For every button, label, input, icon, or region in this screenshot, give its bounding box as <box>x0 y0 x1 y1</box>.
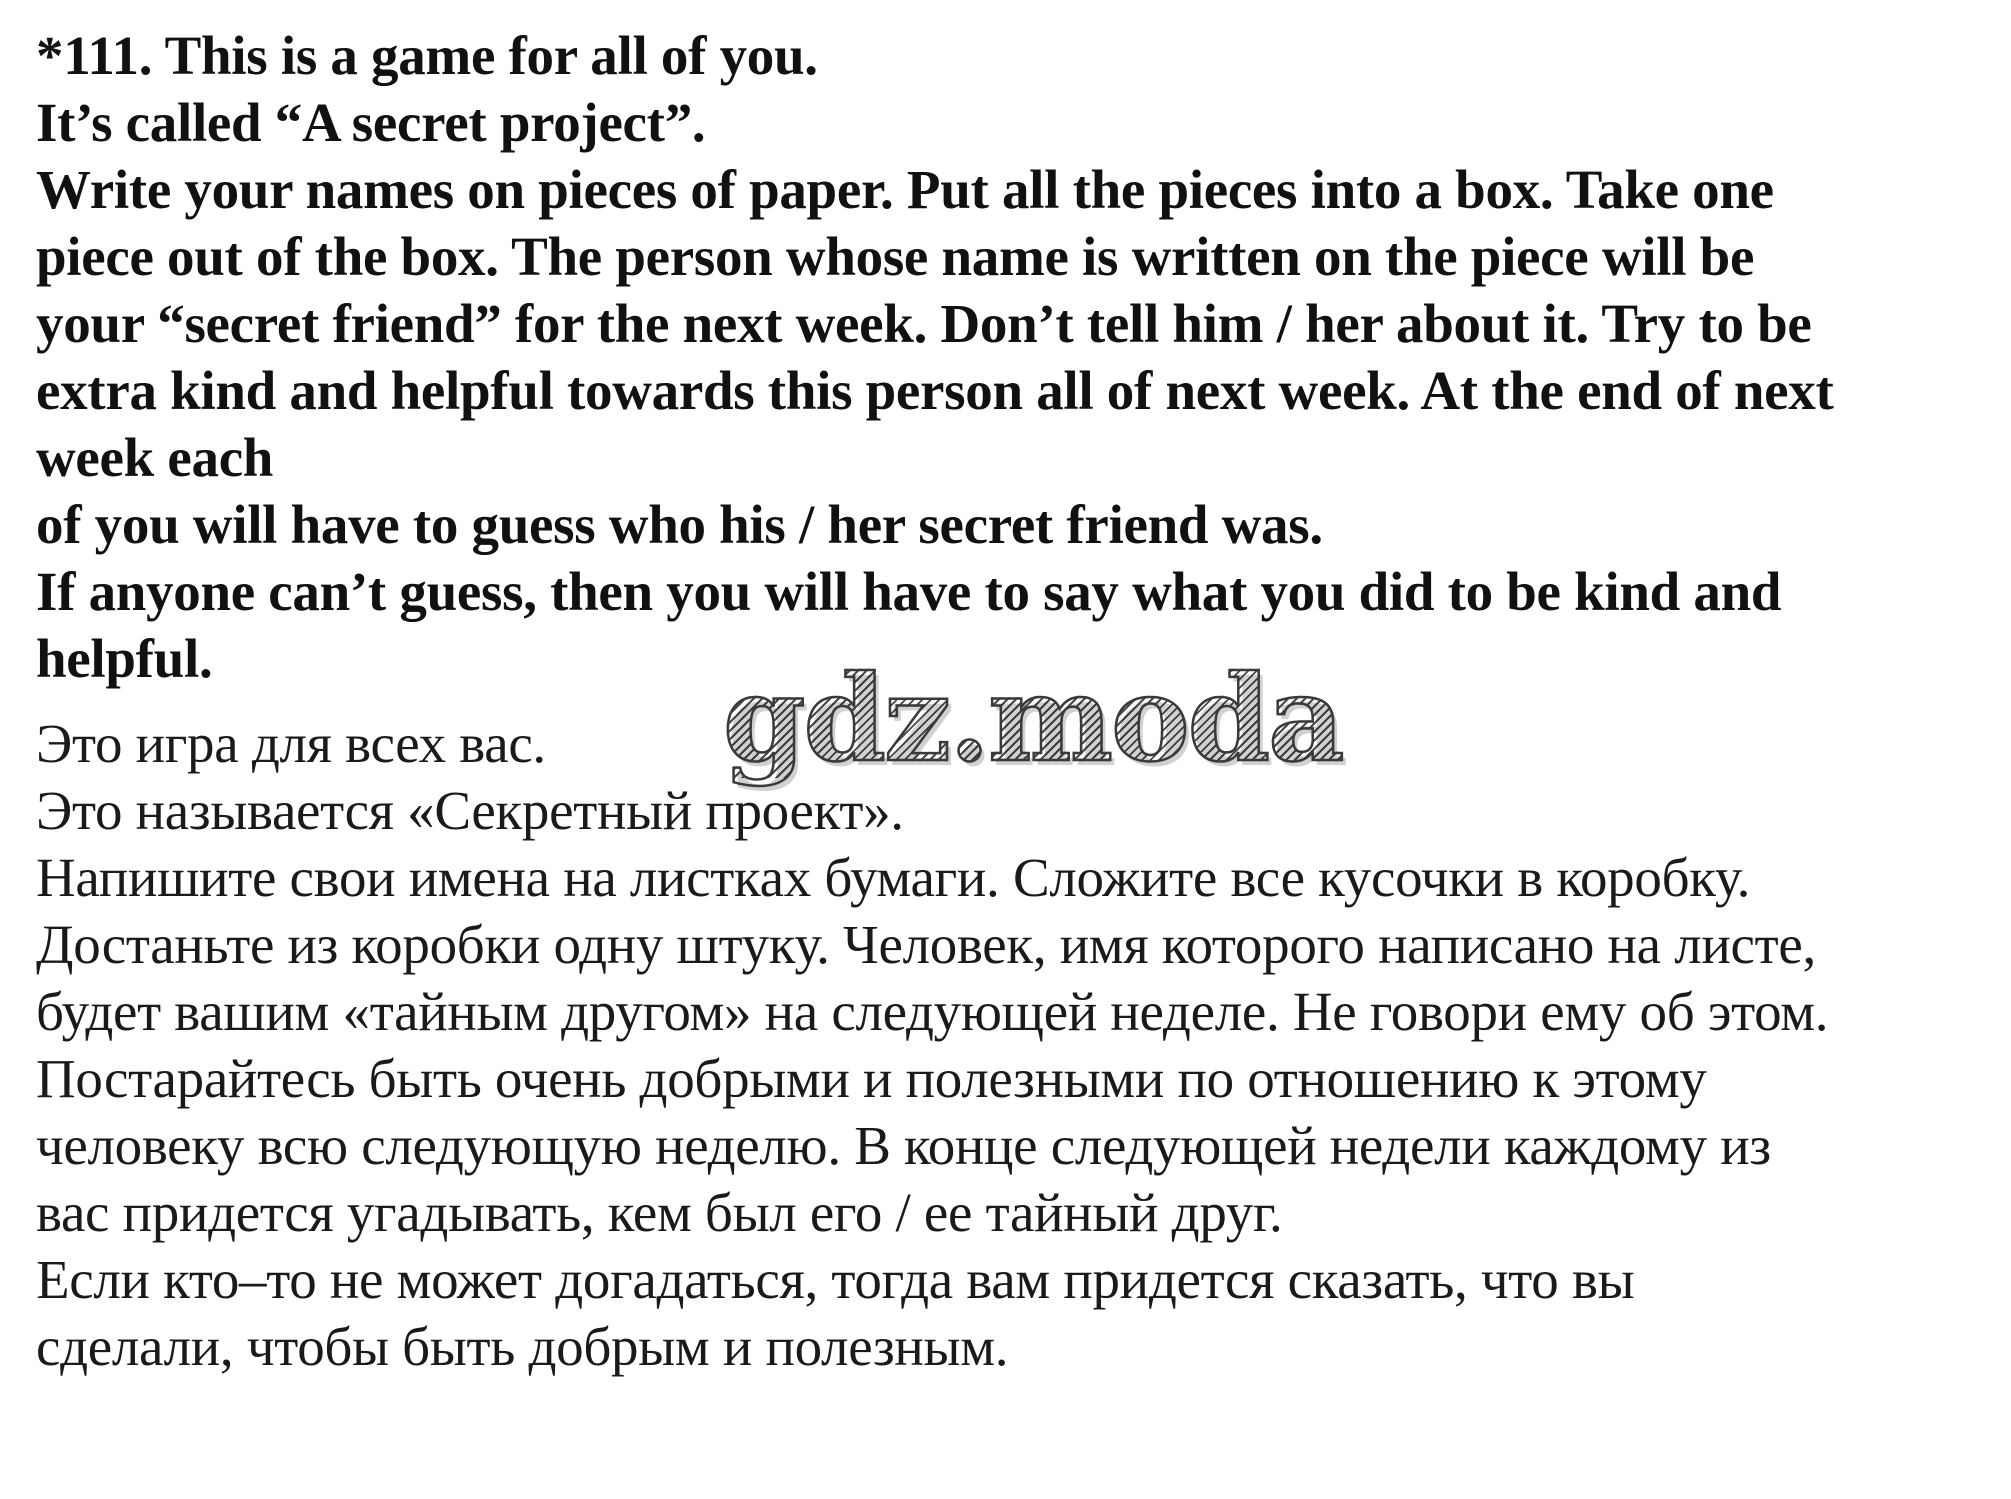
english-line: extra kind and helpful towards this person all of next week. At the end of next <box>36 360 1834 421</box>
russian-line: вас придется угадывать, кем был его / ее тайный друг. <box>36 1182 1283 1243</box>
english-exercise-text <box>36 22 1996 692</box>
english-line: It’s called “A secret project”. <box>36 92 706 153</box>
russian-line: Это игра для всех вас. <box>36 713 546 774</box>
russian-line: Это называется «Секретный проект». <box>36 780 904 841</box>
russian-line: сделали, чтобы быть добрым и полезным. <box>36 1316 1009 1377</box>
russian-line: Достаньте из коробки одну штуку. Человек, имя которого написано на листе, <box>36 914 1816 975</box>
russian-line: Напишите свои имена на листках бумаги. Сложите все кусочки в коробку. <box>36 847 1751 908</box>
english-line: piece out of the box. The person whose name is written on the piece will be <box>36 226 1755 287</box>
english-line: your “secret friend” for the next week. Don’t tell him / her about it. Try to be <box>36 293 1812 354</box>
english-line: Write your names on pieces of paper. Put all the pieces into a box. Take one <box>36 159 1774 220</box>
english-line: week each <box>36 427 274 488</box>
english-line: of you will have to guess who his / her secret friend was. <box>36 494 1323 555</box>
russian-line: человеку всю следующую неделю. В конце следующей недели каждому из <box>36 1115 1771 1176</box>
russian-line: Постарайтесь быть очень добрыми и полезными по отношению к этому <box>36 1048 1707 1109</box>
russian-line: Если кто–то не может догадаться, тогда вам придется сказать, что вы <box>36 1249 1635 1310</box>
russian-line: будет вашим «тайным другом» на следующей неделе. Не говори ему об этом. <box>36 981 1829 1042</box>
russian-translation-text <box>36 710 1996 1380</box>
english-line: *111. This is a game for all of you. <box>36 25 818 86</box>
watermark-logo: gdz.moda <box>723 649 1343 788</box>
english-line: helpful. <box>36 628 213 689</box>
english-line: If anyone can’t guess, then you will have to say what you did to be kind and <box>36 561 1782 622</box>
